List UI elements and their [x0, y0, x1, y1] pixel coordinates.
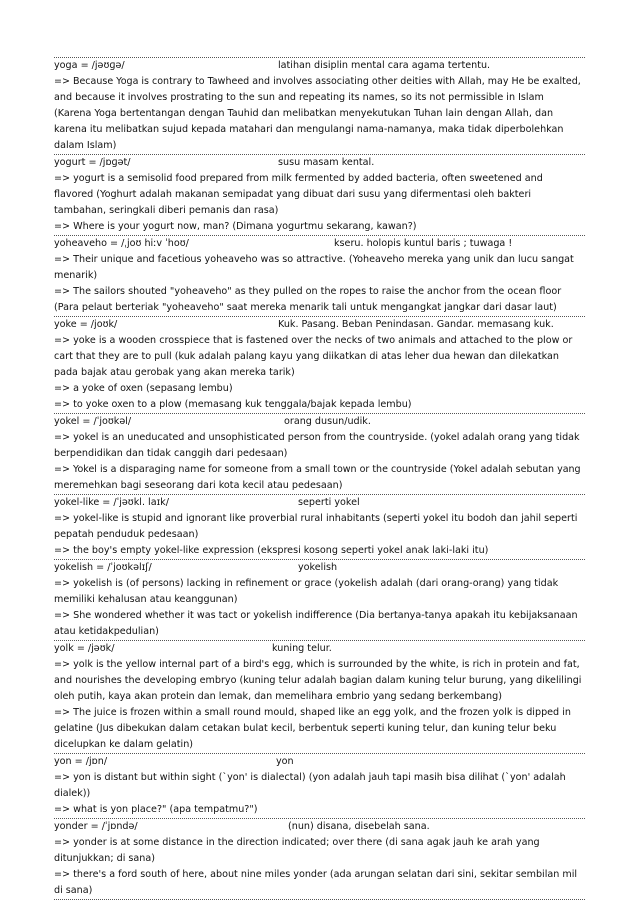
- entry-example-line: => She wondered whether it was tact or yokelish indifference (Dia bertanya-tanya apakah itu kebijaksanaan: [54, 610, 578, 621]
- entry-example-line: => a yoke of oxen (sepasang lembu): [54, 383, 233, 394]
- entry-example-line: memiliki kehalusan atau keanggunan): [54, 594, 238, 605]
- entry-meaning: (nun) disana, disebelah sana.: [288, 821, 430, 832]
- entry-headline: [54, 58, 585, 74]
- dictionary-entry: [54, 641, 585, 754]
- entry-example-line: ditunjukkan; di sana): [54, 853, 155, 864]
- entry-example-line: di sana): [54, 885, 93, 896]
- entry-term: yokel-like = /ˈjəʊkl. laɪk/: [54, 497, 169, 508]
- entry-example-line: => yon is distant but within sight (`yon' is dialectal) (yon adalah jauh tapi masih bisa dilihat (`yon' adalah: [54, 772, 566, 783]
- entry-example-line: dalam Islam): [54, 140, 117, 151]
- entry-example-line: dialek)): [54, 788, 91, 799]
- entry-example-line: => yonder is at some distance in the direction indicated; over there (di sana agak jauh ke arah yang: [54, 837, 540, 848]
- entry-term: yogurt = /jɒɡət/: [54, 157, 131, 168]
- entry-term: yoke = /joʊk/: [54, 319, 118, 330]
- entry-example-line: gelatine (Jus dibekukan dalam cetakan bulat kecil, berbentuk seperti kuning telur, dan kuning telur beku: [54, 723, 557, 734]
- entry-example-line: => yokelish is (of persons) lacking in refinement or grace (yokelish adalah (dari orang-orang) yang tidak: [54, 578, 559, 589]
- entry-meaning: yokelish: [298, 562, 338, 573]
- entry-meaning: yon: [276, 756, 294, 767]
- entry-example-line: => The juice is frozen within a small round mould, shaped like an egg yolk, and the frozen yolk is dipped in: [54, 707, 571, 718]
- entry-meaning: latihan disiplin mental cara agama tertentu.: [278, 60, 491, 71]
- entry-term: yon = /jɒn/: [54, 756, 108, 767]
- entry-example-line: flavored (Yoghurt adalah makanan semipadat yang dibuat dari susu yang difermentasi oleh bakteri: [54, 189, 532, 200]
- dictionary-entry: [54, 236, 585, 317]
- entry-example-line: dicelupkan ke dalam gelatin): [54, 739, 194, 750]
- entry-headline: [54, 819, 585, 835]
- entry-term: yolk = /jəʊk/: [54, 643, 115, 654]
- dictionary-page: [54, 57, 585, 900]
- entry-example-line: (Karena Yoga bertentangan dengan Tauhid dan melibatkan menyekutukan Tuhan lain dengan Allah, dan: [54, 108, 554, 119]
- entry-example-line: and because it involves prostrating to the sun and repeating its names, so its not permissible in Islam: [54, 92, 544, 103]
- entry-example-line: => yoke is a wooden crosspiece that is fastened over the necks of two animals and attached to the plow or: [54, 335, 573, 346]
- entry-example-line: (Para pelaut berteriak "yoheaveho" saat mereka menarik tali untuk mengangkat jangkar dari dasar laut): [54, 302, 557, 313]
- entry-term: yoga = /jəʊɡə/: [54, 60, 125, 71]
- entry-example-line: => to yoke oxen to a plow (memasang kuk tenggala/bajak kepada lembu): [54, 399, 412, 410]
- entry-example-line: tambahan, seringkali diberi pemanis dan rasa): [54, 205, 279, 216]
- entry-example-line: menarik): [54, 270, 98, 281]
- entry-meaning: orang dusun/udik.: [284, 416, 371, 427]
- entry-meaning: susu masam kental.: [278, 157, 375, 168]
- entry-headline: [54, 414, 585, 430]
- dictionary-entry: [54, 57, 585, 155]
- entry-term: yokelish = /ˈjoʊkəlɪʃ/: [54, 562, 152, 573]
- dictionary-entry: [54, 560, 585, 641]
- dictionary-entry: [54, 754, 585, 819]
- entry-meaning: Kuk. Pasang. Beban Penindasan. Gandar. memasang kuk.: [278, 319, 554, 330]
- entry-headline: [54, 754, 585, 770]
- entry-example-line: => what is yon place?" (apa tempatmu?"): [54, 804, 258, 815]
- entry-example-line: => Their unique and facetious yoheaveho was so attractive. (Yoheaveho mereka yang unik dan lucu sangat: [54, 254, 574, 265]
- entry-example-line: => yokel is an uneducated and unsophisticated person from the countryside. (yokel adalah orang yang tidak: [54, 432, 580, 443]
- dictionary-entry: [54, 317, 585, 414]
- entry-headline: [54, 155, 585, 171]
- entry-term: yoheaveho = /ˌjoʊ hiːv ˈhoʊ/: [54, 238, 189, 249]
- entry-example-line: karena itu melibatkan sujud kepada matahari dan mengulangi nama-namanya, maka tidak diperbolehkan: [54, 124, 564, 135]
- entry-headline: [54, 317, 585, 333]
- entry-meaning: kuning telur.: [272, 643, 332, 654]
- entry-example-line: => yokel-like is stupid and ignorant like proverbial rural inhabitants (seperti yokel itu bodoh dan jahil seperti: [54, 513, 578, 524]
- entry-meaning: kseru. holopis kuntul baris ; tuwaga !: [334, 238, 513, 249]
- entry-example-line: => The sailors shouted "yoheaveho" as they pulled on the ropes to raise the anchor from the ocean floor: [54, 286, 562, 297]
- entry-example-line: => yolk is the yellow internal part of a bird's egg, which is surrounded by the white, is rich in protein and fat,: [54, 659, 580, 670]
- dictionary-entry: [54, 819, 585, 900]
- entry-example-line: => Where is your yogurt now, man? (Dimana yogurtmu sekarang, kawan?): [54, 221, 417, 232]
- entry-example-line: pepatah penduduk pedesaan): [54, 529, 199, 540]
- entry-headline: [54, 641, 585, 657]
- entry-example-line: cart that they are to pull (kuk adalah palang kayu yang diikatkan di atas leher dua hewan dan dilekatkan: [54, 351, 559, 362]
- entry-example-line: => there's a ford south of here, about nine miles yonder (ada arungan selatan dari sini, sekitar sembilan mil: [54, 869, 578, 880]
- entry-meaning: seperti yokel: [298, 497, 360, 508]
- entry-example-line: meremehkan bagi seseorang dari kota kecil atau pedesaan): [54, 480, 343, 491]
- entry-example-line: => Because Yoga is contrary to Tawheed and involves associating other deities with Allah, may He be exalted,: [54, 76, 581, 87]
- entry-term: yonder = /ˈjɒndə/: [54, 821, 138, 832]
- dictionary-entry: [54, 495, 585, 560]
- entry-headline: [54, 560, 585, 576]
- entry-example-line: atau ketidakpedulian): [54, 626, 159, 637]
- entry-example-line: berpendidikan dan tidak canggih dari pedesaan): [54, 448, 288, 459]
- entry-example-line: => yogurt is a semisolid food prepared from milk fermented by added bacteria, often sweetened and: [54, 173, 543, 184]
- entry-example-line: => the boy's empty yokel-like expression (ekspresi kosong seperti yokel anak laki-laki itu): [54, 545, 489, 556]
- entry-term: yokel = /ˈjoʊkəl/: [54, 416, 132, 427]
- entry-headline: [54, 236, 585, 252]
- entry-headline: [54, 495, 585, 511]
- entry-example-line: => Yokel is a disparaging name for someone from a small town or the countryside (Yokel adalah sebutan yang: [54, 464, 581, 475]
- entry-example-line: and nourishes the developing embryo (kuning telur adalah bagian dalam kuning telur burung, yang dikelilingi: [54, 675, 582, 686]
- dictionary-entry: [54, 155, 585, 236]
- entry-example-line: oleh putih, kaya akan protein dan lemak, dan memelihara embrio yang sedang berkembang): [54, 691, 502, 702]
- dictionary-entry: [54, 414, 585, 495]
- entry-example-line: pada bajak atau gerobak yang akan mereka tarik): [54, 367, 295, 378]
